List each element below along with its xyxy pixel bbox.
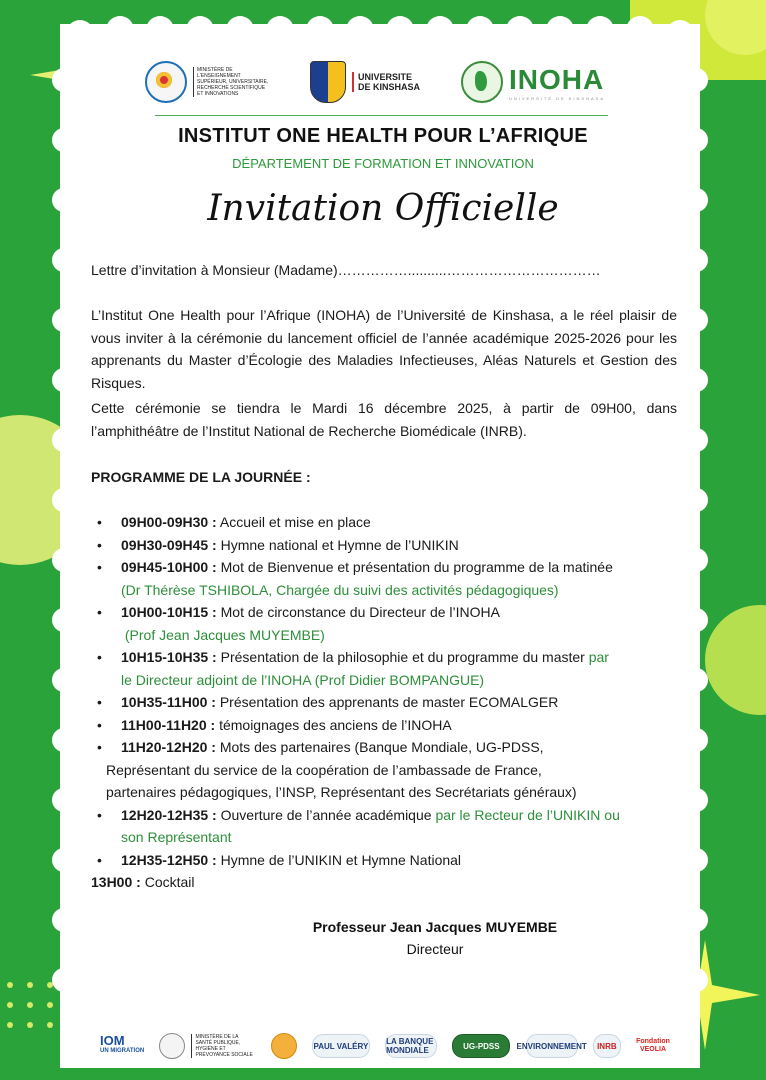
programme-item: • 09H30-09H45 : Hymne national et Hymne de l’UNIKIN bbox=[97, 536, 459, 553]
veolia-foundation-logo bbox=[636, 1038, 670, 1054]
programme-text: Hymne national et Hymne de l’UNIKIN bbox=[216, 536, 459, 553]
programme-text: Ouverture de l’année académique bbox=[216, 806, 436, 823]
programme-item: • 10H00-10H15 : Mot de circonstance du Directeur de l’INOHA (Prof Jean Jacques MUYEMBE) bbox=[91, 601, 691, 646]
unikin-shield-icon bbox=[310, 61, 346, 103]
programme-item: • 09H00-09H30 : Accueil et mise en place bbox=[97, 514, 371, 530]
inoha-wordmark: INOHA bbox=[508, 63, 605, 95]
unikin-logo-text bbox=[352, 72, 420, 92]
programme-time: 12H20-12H35 : bbox=[121, 806, 217, 823]
unikin-logo bbox=[310, 61, 420, 103]
inoha-logo-text bbox=[509, 64, 605, 101]
inrb-logo: INRB bbox=[593, 1034, 621, 1058]
programme-item: • 10H35-11H00 : Présentation des apprenants de master ECOMALGER bbox=[97, 694, 559, 710]
programme-item: • 11H20-12H20 : Mots des partenaires (Banque Mondiale, UG-PDSS, Représentant du service de la coopération de l’ambassade de France, partenaires pédagogiques, l’INSP, Représentant des Secrétariats généraux) bbox=[91, 736, 691, 804]
programme-time: 09H00-09H30 : bbox=[121, 514, 217, 530]
programme-speaker-inline: par le Recteur de l’UNIKIN ou bbox=[435, 806, 620, 823]
programme-list bbox=[91, 511, 691, 894]
programme-speaker: (Prof Jean Jacques MUYEMBE) bbox=[121, 626, 325, 643]
world-bank-logo: LA BANQUE MONDIALE bbox=[385, 1034, 437, 1058]
programme-speaker: son Représentant bbox=[121, 829, 232, 845]
ministry-logo bbox=[145, 61, 269, 103]
ugpdss-logo: UG-PDSS bbox=[452, 1034, 510, 1058]
programme-text: Mot de circonstance du Directeur de l’INOHA bbox=[216, 604, 500, 620]
programme-text-line-2: Représentant du service de la coopération de l’ambassade de France, bbox=[106, 761, 542, 778]
programme-speaker-inline: par bbox=[588, 649, 609, 665]
paul-valery-logo: PAUL VALÉRY bbox=[312, 1034, 370, 1058]
iom-logo-subtext: UN MIGRATION bbox=[100, 1048, 145, 1054]
programme-text: témoignages des anciens de l’INOHA bbox=[215, 716, 452, 733]
programme-text: Accueil et mise en place bbox=[216, 514, 371, 530]
programme-text: Présentation des apprenants de master ECOMALGER bbox=[215, 694, 559, 710]
programme-text: Mot de Bienvenue et présentation du programme de la matinée bbox=[216, 559, 613, 575]
inoha-logo bbox=[461, 61, 605, 103]
programme-speaker: (Dr Thérèse TSHIBOLA, Chargée du suivi des activités pédagogiques) bbox=[121, 581, 559, 598]
programme-time: 10H15-10H35 : bbox=[121, 649, 217, 665]
department-subtitle: DÉPARTEMENT DE FORMATION ET INNOVATION bbox=[232, 156, 534, 171]
programme-item: • 12H20-12H35 : Ouverture de l’année académique par le Recteur de l’UNIKIN ou son Représentant bbox=[91, 804, 691, 849]
programme-time: 09H30-09H45 : bbox=[121, 536, 217, 553]
drc-seal-icon bbox=[159, 1033, 185, 1059]
signatory-role: Directeur bbox=[406, 941, 464, 957]
letter-line: Lettre d’invitation à Monsieur (Madame)……………..........…………………………… bbox=[91, 262, 601, 278]
partner-emblem-icon bbox=[271, 1033, 297, 1059]
unikin-text-2: DE KINSHASA bbox=[357, 82, 420, 92]
programme-item: • 12H35-12H50 : Hymne de l’UNIKIN et Hymne National bbox=[97, 851, 462, 868]
unikin-text-1: UNIVERSITE bbox=[357, 72, 412, 82]
programme-item: • 11H00-11H20 : témoignages des anciens de l’INOHA bbox=[97, 716, 452, 733]
iom-logo-text: IOM bbox=[100, 1033, 125, 1048]
programme-time: 11H00-11H20 : bbox=[121, 716, 216, 733]
programme-item: • 09H45-10H00 : Mot de Bienvenue et présentation du programme de la matinée (Dr Thérèse TSHIBOLA, Chargée du suivi des activités pédagogiques) bbox=[91, 556, 691, 601]
africa-globe-icon bbox=[461, 61, 503, 103]
environment-logo: ENVIRONNEMENT bbox=[526, 1034, 578, 1058]
programme-time: 11H20-12H20 : bbox=[121, 739, 216, 755]
programme-text: Mots des partenaires (Banque Mondiale, UG-PDSS, bbox=[215, 739, 544, 755]
body-paragraph-2: Cette cérémonie se tiendra le Mardi 16 décembre 2025, à partir de 09H00, dans l’amphithéâtre de l’Institut National de Recherche Biomédicale (INRB). bbox=[91, 400, 677, 439]
signature-block bbox=[270, 916, 600, 960]
programme-item: • 10H15-10H35 : Présentation de la philosophie et du programme du master par le Directeur adjoint de l’INOHA (Prof Didier BOMPANGUE) bbox=[91, 646, 691, 691]
inoha-subtext: UNIVERSITÉ DE KINSHASA bbox=[508, 95, 605, 101]
programme-speaker: le Directeur adjoint de l’INOHA (Prof Didier BOMPANGUE) bbox=[121, 671, 485, 688]
institute-title: INSTITUT ONE HEALTH POUR L’AFRIQUE bbox=[178, 125, 588, 147]
veolia-text-1: Fondation bbox=[636, 1038, 670, 1045]
partner-logos bbox=[100, 1030, 670, 1062]
programme-time: 10H00-10H15 : bbox=[121, 604, 217, 620]
header-divider bbox=[155, 115, 608, 116]
programme-heading: PROGRAMME DE LA JOURNÉE : bbox=[91, 469, 311, 485]
closing-item bbox=[91, 871, 691, 894]
programme-time: 10H35-11H00 : bbox=[121, 694, 216, 710]
programme-time: 09H45-10H00 : bbox=[121, 559, 217, 575]
signatory-name: Professeur Jean Jacques MUYEMBE bbox=[312, 919, 558, 935]
closing-time: 13H00 : bbox=[91, 874, 141, 890]
programme-time: 12H35-12H50 : bbox=[121, 851, 217, 868]
programme-text: Hymne de l’UNIKIN et Hymne National bbox=[216, 851, 462, 868]
closing-text: Cocktail bbox=[140, 874, 195, 890]
iom-logo bbox=[100, 1035, 144, 1057]
ministry-logo-text: MINISTÈRE DE L'ENSEIGNEMENT SUPÉRIEUR, UNIVERSITAIRE, RECHERCHE SCIENTIFIQUE ET INNOVATIONS bbox=[193, 67, 269, 97]
invitation-heading: Invitation Officielle bbox=[207, 188, 559, 229]
drc-seal-icon bbox=[145, 61, 187, 103]
header-logos bbox=[145, 56, 605, 108]
body-paragraph-1: L’Institut One Health pour l’Afrique (INOHA) de l’Université de Kinshasa, a le réel plaisir de vous inviter à la cérémonie du lancement officiel de l’année académique 2025-2026 pour les apprenants du Master d’Écologie des Maladies Infectieuses, Aléas Naturels et Gestion des Risques. bbox=[91, 307, 677, 391]
health-ministry-logo bbox=[159, 1033, 255, 1059]
veolia-text-2: VEOLIA bbox=[639, 1046, 667, 1053]
health-ministry-logo-text: MINISTÈRE DE LA SANTÉ PUBLIQUE, HYGIÈNE ET PRÉVOYANCE SOCIALE bbox=[191, 1034, 255, 1058]
programme-text: Présentation de la philosophie et du programme du master bbox=[216, 649, 589, 665]
programme-text-line-3: partenaires pédagogiques, l’INSP, Représentant des Secrétariats généraux) bbox=[106, 784, 577, 800]
